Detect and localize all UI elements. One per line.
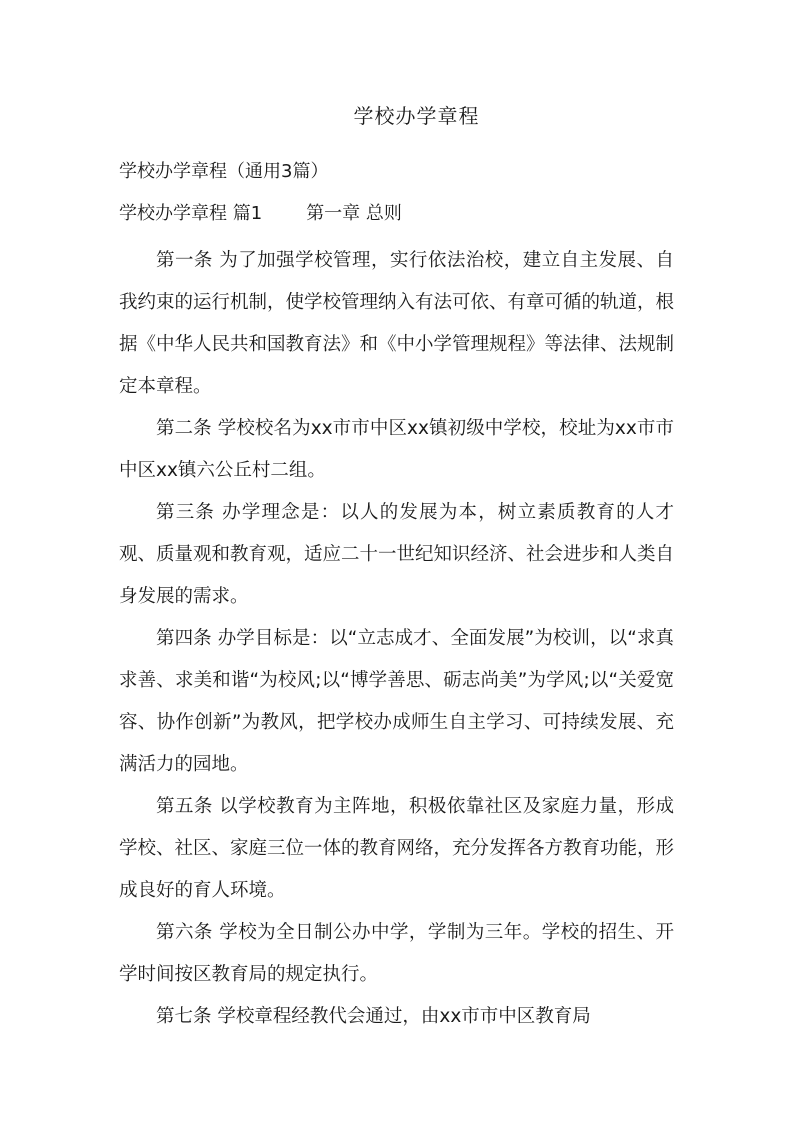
article-paragraph: 第五条 以学校教育为主阵地，积极依靠社区及家庭力量，形成学校、社区、家庭三位一体的教育网络，充分发挥各方教育功能，形成良好的育人环境。 bbox=[119, 796, 675, 901]
section-heading-line bbox=[119, 199, 402, 229]
document-body bbox=[119, 240, 674, 1038]
document-subtitle: 学校办学章程（通用3篇） bbox=[119, 161, 329, 182]
article-paragraph: 第二条 学校校名为xx市市中区xx镇初级中学校，校址为xx市市中区xx镇六公丘村二组。 bbox=[119, 418, 674, 481]
article-paragraph: 第一条 为了加强学校管理，实行依法治校，建立自主发展、自我约束的运行机制，使学校管理纳入有法可依、有章可循的轨道，根据《中华人民共和国教育法》和《中小学管理规程》等法律、法规制定本章程。 bbox=[119, 250, 675, 397]
article-paragraph: 第三条 办学理念是：以人的发展为本，树立素质教育的人才观、质量观和教育观，适应二十一世纪知识经济、社会进步和人类自身发展的需求。 bbox=[119, 502, 675, 607]
document-title: 学校办学章程 bbox=[353, 104, 480, 128]
chapter-heading: 第一章 总则 bbox=[306, 203, 402, 224]
section-label: 学校办学章程 篇1 bbox=[119, 203, 263, 224]
article-paragraph: 第七条 学校章程经教代会通过，由xx市市中区教育局 bbox=[156, 1006, 591, 1027]
article-paragraph: 第四条 办学目标是：以“立志成才、全面发展”为校训，以“求真求善、求美和谐“为校风;以“博学善思、砺志尚美”为学风;以“关爱宽容、协作创新”为教风，把学校办成师生自主学习、可持续发展、充满活力的园地。 bbox=[119, 628, 674, 775]
article-paragraph: 第六条 学校为全日制公办中学，学制为三年。学校的招生、开学时间按区教育局的规定执行。 bbox=[119, 922, 674, 985]
